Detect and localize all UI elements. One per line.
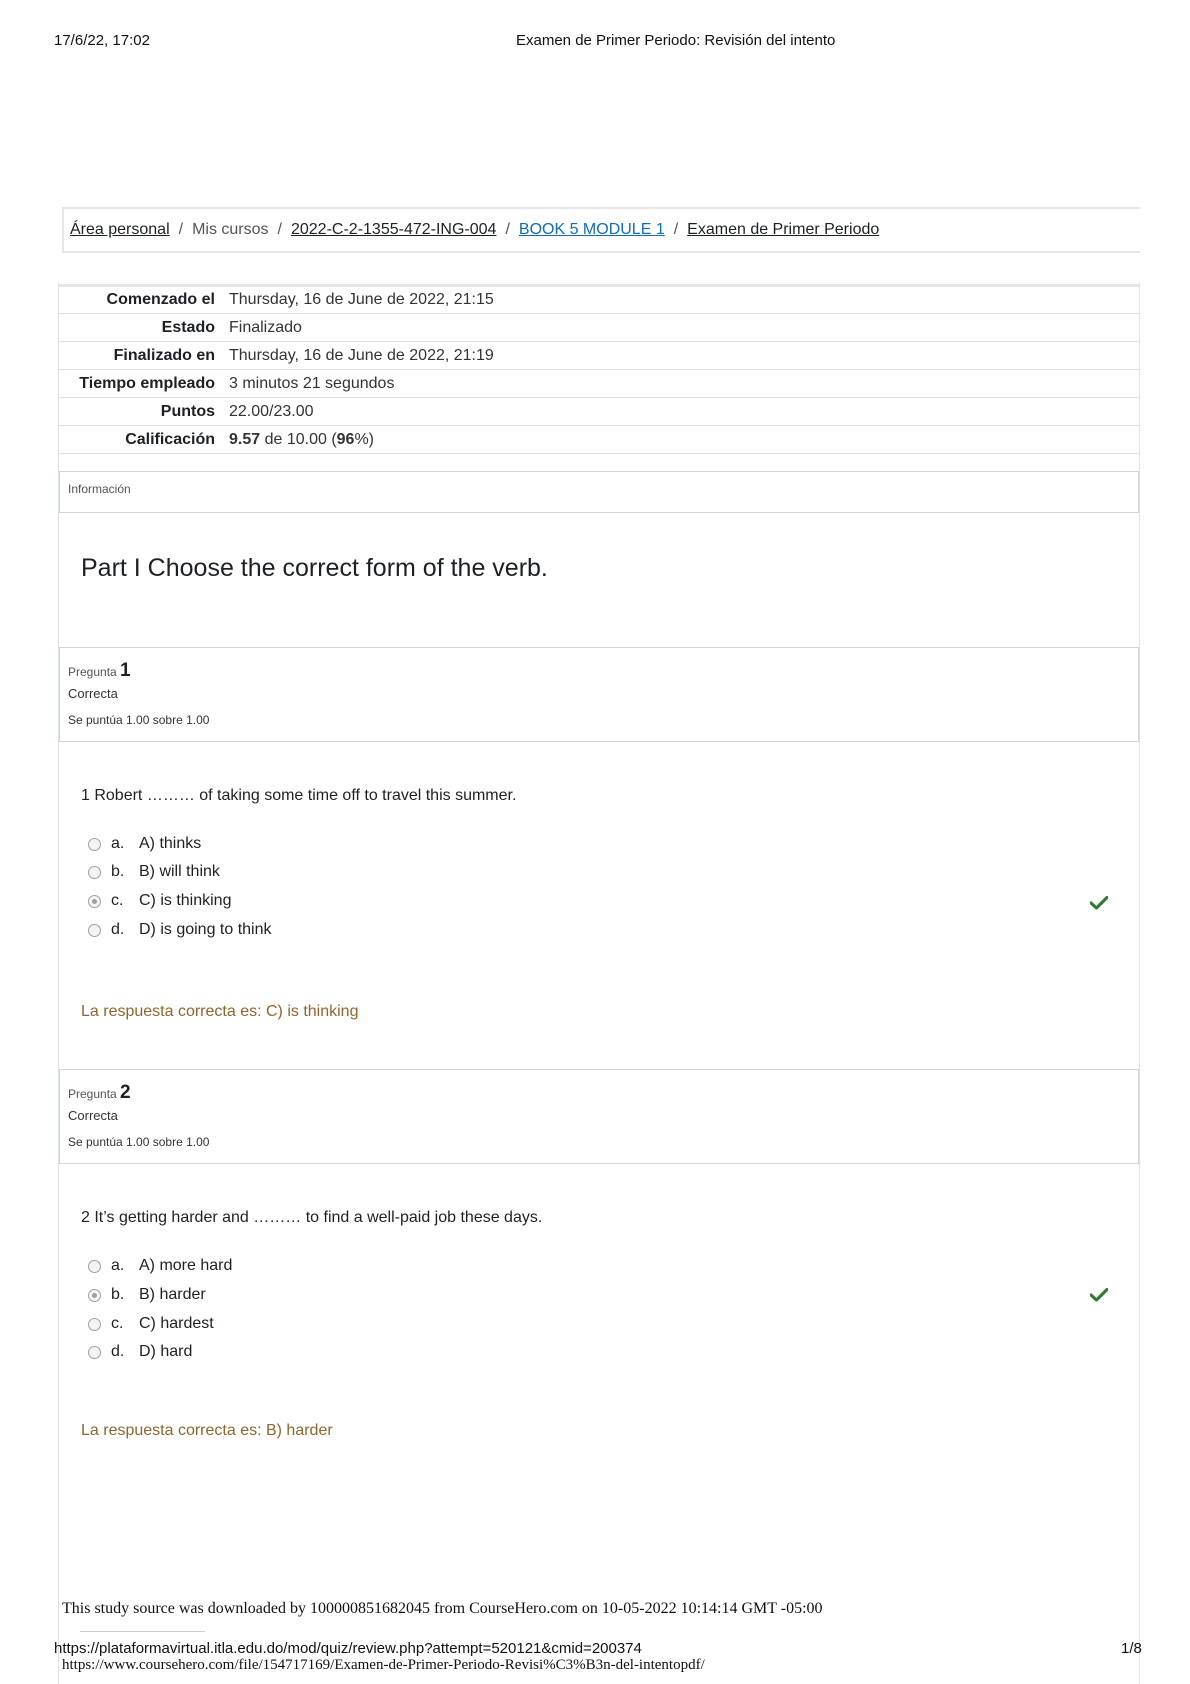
coursehero-url: https://www.coursehero.com/file/154717169/Examen-de-Primer-Periodo-Revisi%C3%B3n-del-intentopdf/ [62,1657,705,1673]
radio-button-selected[interactable] [88,1289,101,1302]
summary-label: Puntos [160,402,215,420]
option-letter: a. [111,835,125,852]
question-number-value: 1 [120,660,131,681]
option-text: C) is thinking [139,892,232,909]
option-letter: c. [111,892,124,909]
summary-row-state [59,314,1139,342]
summary-value: Finalizado [229,318,302,336]
summary-label: Finalizado en [113,346,215,364]
option-text: A) more hard [139,1257,233,1274]
summary-label: Tiempo empleado [79,374,215,392]
breadcrumb-separator: / [178,221,184,238]
question-grade: Se puntúa 1.00 sobre 1.00 [68,1135,210,1149]
radio-button-selected[interactable] [88,895,101,908]
breadcrumb-section[interactable]: BOOK 5 MODULE 1 [518,221,665,238]
grade-score: 9.57 [229,430,261,448]
radio-button[interactable] [88,1346,101,1359]
breadcrumb-mis-cursos: Mis cursos [192,221,269,238]
summary-row-marks [59,398,1139,426]
option-text: D) is going to think [139,921,272,938]
part-title: Part I Choose the correct form of the verb. [81,554,548,582]
radio-button[interactable] [88,866,101,879]
option-text: B) will think [139,863,220,880]
question-info-2 [59,1069,1139,1164]
option-letter: a. [111,1257,125,1274]
radio-button[interactable] [88,924,101,937]
option-letter: d. [111,1343,125,1360]
breadcrumb-separator: / [277,221,282,238]
question-info-1 [59,647,1139,742]
question-label: Pregunta [68,1087,117,1101]
summary-grade-value [223,426,1139,454]
question-label: Pregunta [68,665,117,679]
answer-option[interactable] [88,861,220,883]
grade-percent: 96 [336,430,355,448]
summary-row-finished [59,342,1139,370]
question-grade: Se puntúa 1.00 sobre 1.00 [68,713,210,727]
summary-label: Estado [161,318,215,336]
option-letter: d. [111,921,125,938]
check-icon [1090,896,1108,910]
breadcrumb [62,207,1140,253]
summary-value: Thursday, 16 de June de 2022, 21:19 [229,346,494,364]
radio-button[interactable] [88,1318,101,1331]
divider [80,1631,205,1632]
information-label: Información [68,482,131,496]
breadcrumb-area-personal[interactable]: Área personal [70,221,170,238]
question-text-2: 2 It’s getting harder and ……… to find a well-paid job these days. [81,1209,543,1226]
question-number [68,660,1130,682]
grade-end: %) [354,430,375,448]
summary-value: 22.00/23.00 [229,402,314,420]
summary-value: 3 minutos 21 segundos [229,374,395,392]
summary-label: Calificación [125,430,215,448]
correct-answer-feedback-2: La respuesta correcta es: B) harder [81,1422,333,1439]
correct-answer-feedback-1: La respuesta correcta es: C) is thinking [81,1003,359,1020]
option-text: D) hard [139,1343,193,1360]
answer-option[interactable] [88,833,201,855]
download-note: This study source was downloaded by 100000851682045 from CourseHero.com on 10-05-2022 10:14:14 GMT -05:00 [62,1600,823,1617]
answer-option[interactable] [88,919,272,941]
attempt-summary-table [59,284,1139,454]
breadcrumb-course[interactable]: 2022-C-2-1355-472-ING-004 [290,221,497,238]
grade-of-text: de 10.00 ( [264,430,337,448]
radio-button[interactable] [88,838,101,851]
answer-option[interactable] [88,1313,214,1335]
summary-label: Comenzado el [106,291,215,308]
option-text: B) harder [139,1286,206,1303]
option-letter: c. [111,1315,124,1332]
answer-option[interactable] [88,1255,232,1277]
page-number: 1/8 [1121,1640,1142,1657]
information-box [59,471,1139,513]
question-number-value: 2 [120,1082,131,1103]
option-text: C) hardest [139,1315,214,1332]
question-text-1: 1 Robert ……… of taking some time off to travel this summer. [81,787,517,804]
summary-value: Thursday, 16 de June de 2022, 21:15 [229,291,494,308]
print-title: Examen de Primer Periodo: Revisión del intento [516,32,836,49]
question-state: Correcta [68,686,118,701]
breadcrumb-quiz[interactable]: Examen de Primer Periodo [687,221,880,238]
answer-option[interactable] [88,1341,192,1363]
option-text: A) thinks [139,835,202,852]
breadcrumb-separator: / [505,221,510,238]
summary-row-grade [59,426,1139,454]
check-icon [1090,1288,1108,1302]
answer-option-selected[interactable] [88,1284,206,1306]
answer-option-selected[interactable] [88,890,231,912]
summary-row-time-taken [59,370,1139,398]
option-letter: b. [111,1286,125,1303]
question-state: Correcta [68,1108,118,1123]
option-letter: b. [111,863,125,880]
breadcrumb-separator: / [673,221,679,238]
page-url: https://plataformavirtual.itla.edu.do/mod/quiz/review.php?attempt=520121&cmid=200374 [54,1640,642,1657]
question-number [68,1082,1130,1104]
summary-row-started [59,286,1139,314]
radio-button[interactable] [88,1260,101,1273]
print-datetime: 17/6/22, 17:02 [54,32,150,49]
